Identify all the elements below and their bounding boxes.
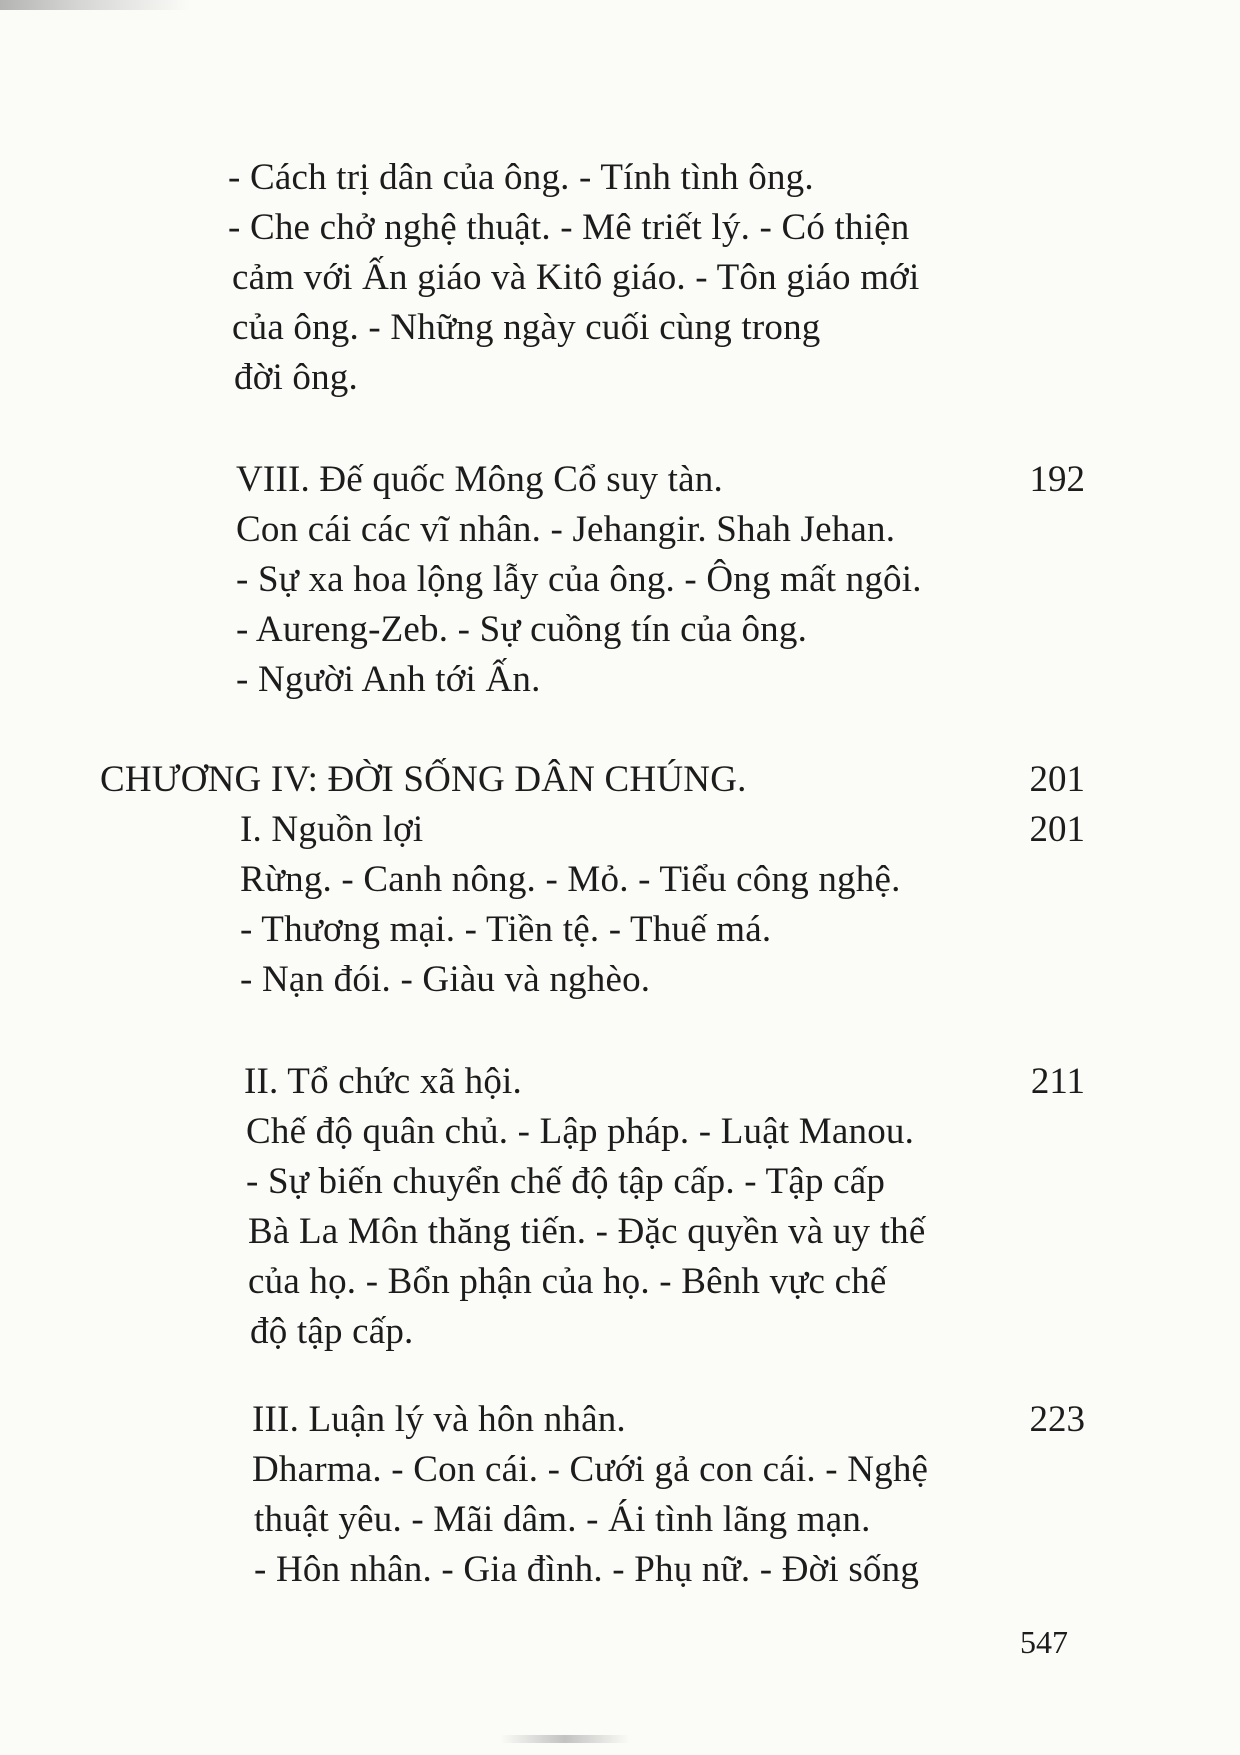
- page-ref: 223: [1029, 1399, 1085, 1440]
- toc-line: - Hôn nhân. - Gia đình. - Phụ nữ. - Đời sống: [254, 1549, 920, 1590]
- section-title: II. Tổ chức xã hội.: [244, 1061, 522, 1102]
- page-ref: 192: [1029, 459, 1085, 500]
- toc-line: - Nạn đói. - Giàu và nghèo.: [240, 959, 651, 1000]
- toc-line: - Sự xa hoa lộng lẫy của ông. - Ông mất ngôi.: [236, 559, 922, 600]
- page-ref: 201: [1029, 809, 1085, 850]
- toc-line: đời ông.: [234, 357, 358, 398]
- section-title: VIII. Đế quốc Mông Cổ suy tàn.: [236, 459, 723, 500]
- toc-line: - Người Anh tới Ấn.: [236, 659, 541, 700]
- scan-bottom-mark: [500, 1735, 630, 1743]
- toc-line: Chế độ quân chủ. - Lập pháp. - Luật Manou.: [246, 1111, 915, 1152]
- toc-line: của họ. - Bổn phận của họ. - Bênh vực chế: [248, 1261, 887, 1302]
- toc-line: Dharma. - Con cái. - Cưới gả con cái. - Nghệ: [252, 1449, 929, 1490]
- toc-line: Con cái các vĩ nhân. - Jehangir. Shah Jehan.: [236, 509, 896, 550]
- toc-line: - Cách trị dân của ông. - Tính tình ông.: [228, 157, 814, 198]
- toc-line: thuật yêu. - Mãi dâm. - Ái tình lãng mạn.: [254, 1499, 871, 1540]
- section-title: I. Nguồn lợi: [240, 809, 424, 850]
- toc-line: Bà La Môn thăng tiến. - Đặc quyền và uy thế: [248, 1211, 926, 1252]
- page-ref: 211: [1030, 1061, 1085, 1102]
- toc-line: cảm với Ấn giáo và Kitô giáo. - Tôn giáo mới: [232, 257, 920, 298]
- toc-line: - Che chở nghệ thuật. - Mê triết lý. - Có thiện: [228, 207, 910, 248]
- toc-line: - Sự biến chuyển chế độ tập cấp. - Tập cấp: [246, 1161, 886, 1202]
- chapter-title: CHƯƠNG IV: ĐỜI SỐNG DÂN CHÚNG.: [100, 759, 747, 800]
- scan-edge-mark: [0, 0, 190, 10]
- page-number: 547: [1020, 1624, 1068, 1660]
- section-title: III. Luận lý và hôn nhân.: [252, 1399, 626, 1440]
- toc-line: Rừng. - Canh nông. - Mỏ. - Tiểu công nghệ.: [240, 859, 901, 900]
- toc-line: độ tập cấp.: [250, 1311, 414, 1352]
- toc-line: của ông. - Những ngày cuối cùng trong: [232, 307, 821, 348]
- page-ref: 201: [1029, 759, 1085, 800]
- toc-line: - Aureng-Zeb. - Sự cuồng tín của ông.: [236, 609, 808, 650]
- toc-line: - Thương mại. - Tiền tệ. - Thuế má.: [240, 909, 772, 950]
